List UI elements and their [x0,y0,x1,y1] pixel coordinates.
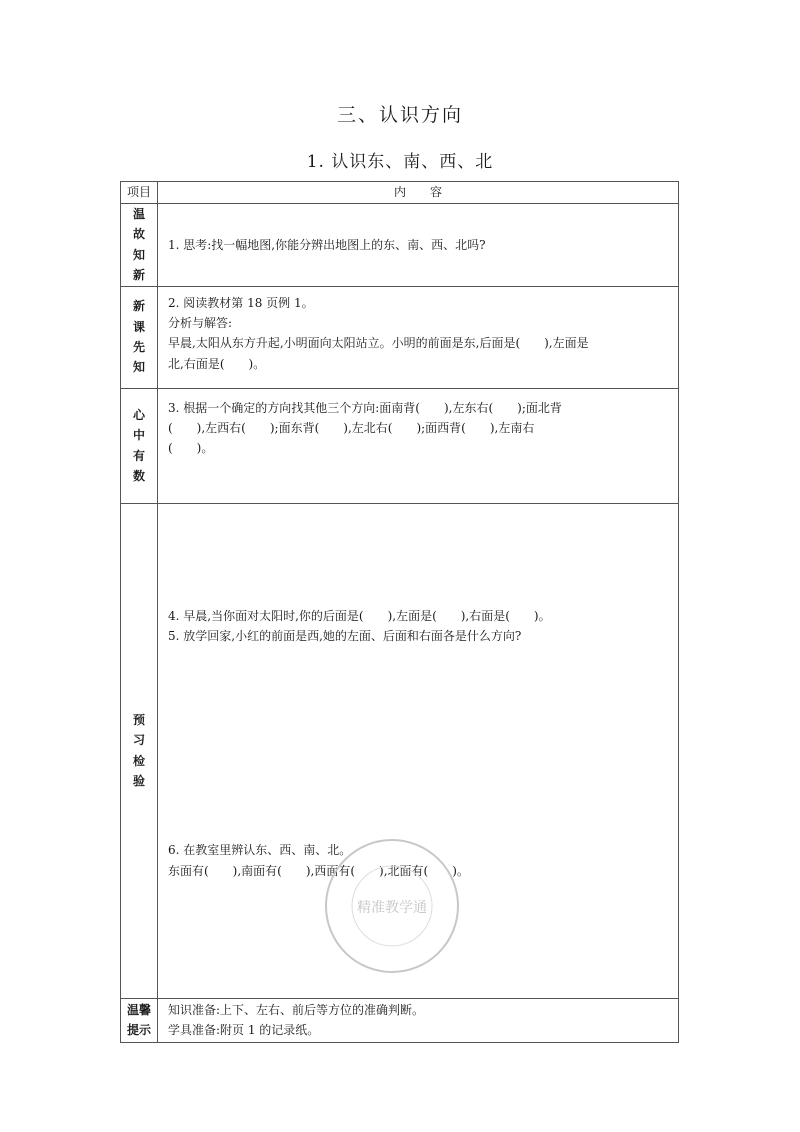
unit-title: 三、认识方向 [336,104,463,126]
tip-knowledge: 知识准备:上下、左右、前后等方位的准确判断。 [168,1002,425,1017]
answer-line-1: 早晨,太阳从东方升起,小明面向太阳站立。小明的前面是东,后面是( ),左面是 [168,336,589,351]
question-3-line-1: 3. 根据一个确定的方向找其他三个方向:面南背( ),左东右( );面北背 [168,400,562,415]
question-6: 6. 在教室里辨认东、西、南、北。 [168,843,352,858]
watermark-text: 精准教学通 [357,900,427,916]
answer-line-2: 北,右面是( )。 [168,356,266,371]
analysis-label: 分析与解答: [168,315,233,330]
row-label-review: 温 故 知 新 [121,204,158,287]
question-1: 1. 思考:找一幅地图,你能分辨出地图上的东、南、西、北吗? [168,237,486,252]
question-4: 4. 早晨,当你面对太阳时,你的后面是( ),左面是( ),右面是( )。 [168,608,551,623]
tip-materials: 学具准备:附页 1 的记录纸。 [168,1023,320,1038]
question-6-fill: 东面有( ),南面有( ),西面有( ),北面有( )。 [168,863,469,878]
row-content-mindful [158,388,679,503]
question-3-line-3: ( )。 [168,441,214,456]
row-content-preview [158,503,679,998]
row-label-new-lesson: 新 课 先 知 [121,286,158,388]
row-label-preview: 预 习 检 验 [121,503,158,998]
row-content-review [158,204,679,287]
question-5: 5. 放学回家,小红的前面是西,她的左面、后面和右面各是什么方向? [168,628,522,643]
question-3-line-2: ( ),左西右( );面东背( ),左北右( );面西背( ),左南右 [168,420,535,435]
column-header-item: 项目 [121,182,158,204]
column-header-content: 内 容 [158,182,679,204]
worksheet-table [120,181,679,1043]
answer-space-5 [168,646,668,840]
lesson-title: 1. 认识东、南、西、北 [306,152,494,172]
row-label-tips: 温馨 提示 [121,998,158,1042]
row-content-tips [158,998,679,1042]
row-label-mindful: 心 中 有 数 [121,388,158,503]
row-content-new-lesson [158,286,679,388]
question-2: 2. 阅读教材第 18 页例 1。 [168,295,314,310]
